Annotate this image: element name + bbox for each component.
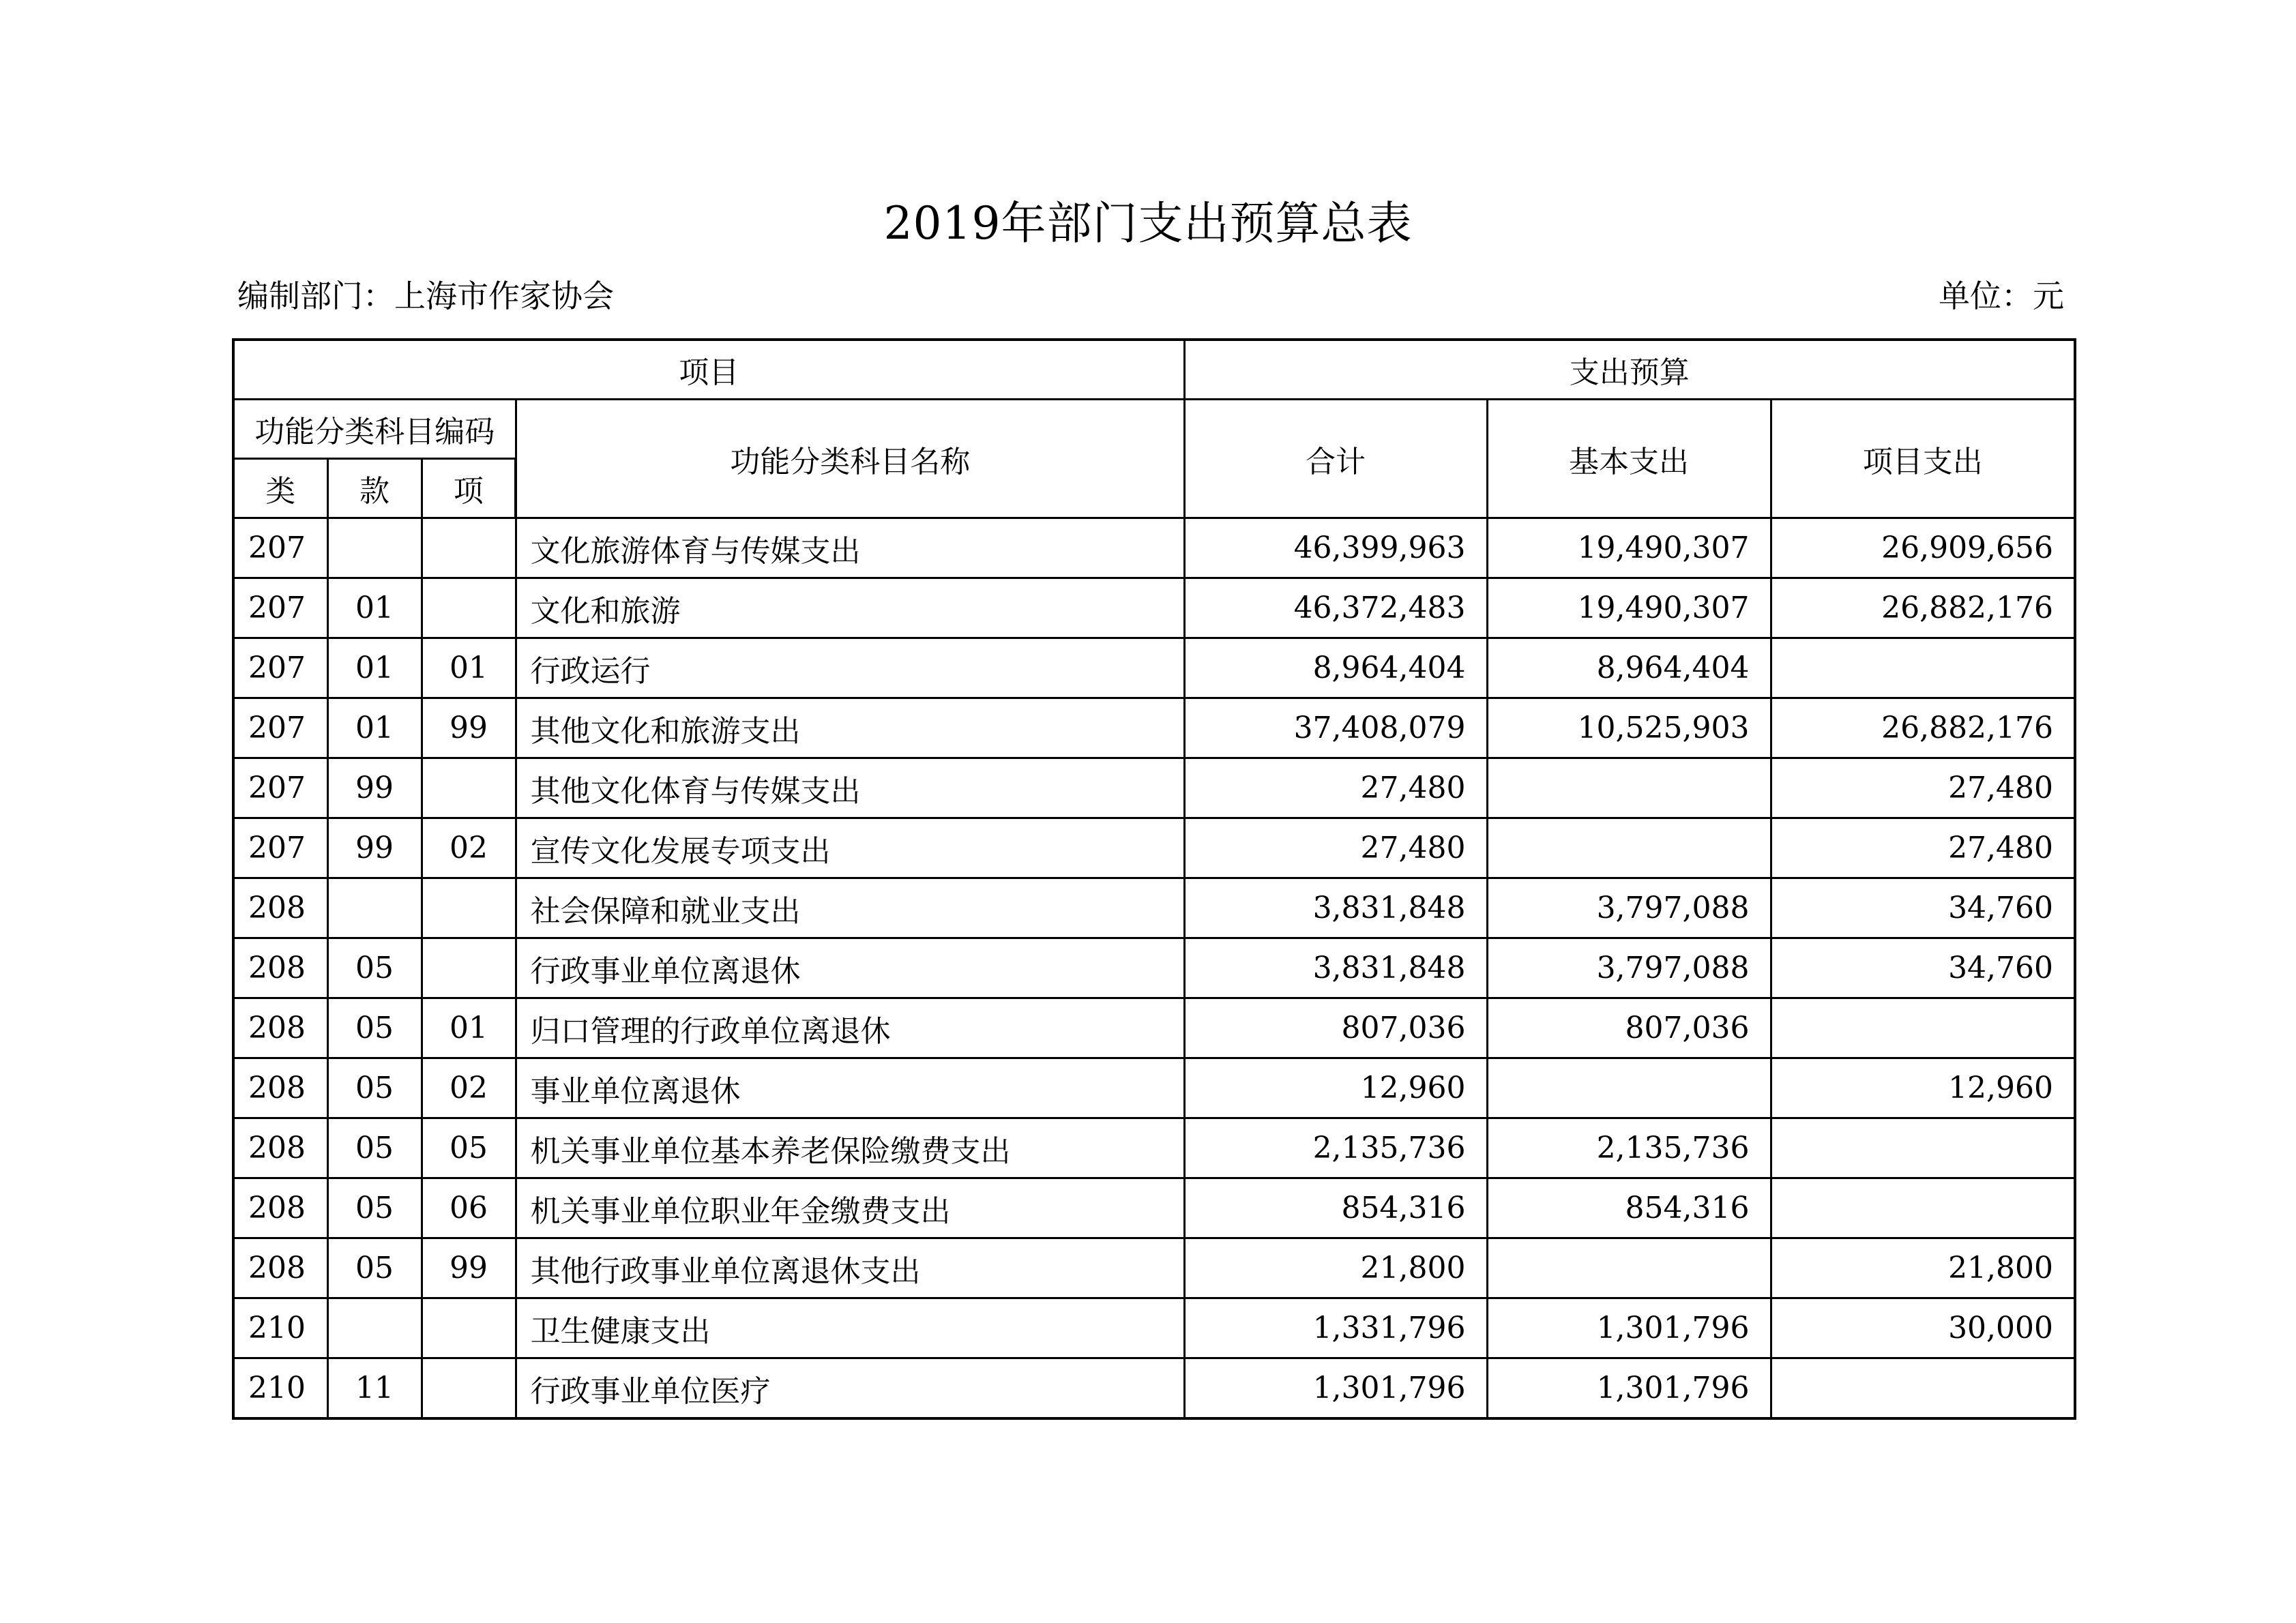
table-row — [233, 998, 2075, 1058]
cell-name: 宣传文化发展专项支出 — [516, 818, 1184, 878]
cell-project-exp: 26,909,656 — [1771, 518, 2075, 578]
cell-xiang: 05 — [422, 1118, 516, 1178]
table-row — [233, 578, 2075, 638]
cell-project-exp: 34,760 — [1771, 878, 2075, 938]
cell-kuan: 05 — [327, 1238, 422, 1298]
header-project-exp: 项目支出 — [1771, 400, 2075, 518]
cell-lei: 208 — [233, 1118, 327, 1178]
header-budget: 支出预算 — [1184, 340, 2075, 400]
cell-basic: 1,301,796 — [1487, 1358, 1771, 1419]
cell-kuan: 05 — [327, 938, 422, 998]
cell-total: 8,964,404 — [1184, 638, 1487, 698]
cell-project-exp: 26,882,176 — [1771, 578, 2075, 638]
table-row — [233, 818, 2075, 878]
table-row — [233, 938, 2075, 998]
cell-total: 2,135,736 — [1184, 1118, 1487, 1178]
cell-name: 社会保障和就业支出 — [516, 878, 1184, 938]
cell-lei: 207 — [233, 698, 327, 758]
header-kuan: 款 — [327, 459, 422, 518]
cell-xiang — [422, 758, 516, 818]
table-row — [233, 698, 2075, 758]
cell-kuan: 05 — [327, 1118, 422, 1178]
cell-xiang — [422, 1358, 516, 1419]
cell-total: 1,331,796 — [1184, 1298, 1487, 1358]
header-xiang: 项 — [422, 459, 516, 518]
header-lei: 类 — [233, 459, 327, 518]
cell-total: 12,960 — [1184, 1058, 1487, 1118]
cell-kuan: 11 — [327, 1358, 422, 1419]
cell-project-exp — [1771, 998, 2075, 1058]
table-row — [233, 518, 2075, 578]
cell-lei: 207 — [233, 578, 327, 638]
cell-name: 文化和旅游 — [516, 578, 1184, 638]
cell-total: 3,831,848 — [1184, 878, 1487, 938]
cell-xiang: 01 — [422, 638, 516, 698]
cell-lei: 208 — [233, 1058, 327, 1118]
cell-lei: 207 — [233, 638, 327, 698]
cell-total: 3,831,848 — [1184, 938, 1487, 998]
cell-lei: 208 — [233, 998, 327, 1058]
cell-name: 机关事业单位职业年金缴费支出 — [516, 1178, 1184, 1238]
cell-lei: 208 — [233, 878, 327, 938]
unit-label: 单位：元 — [1939, 278, 2064, 314]
table-row — [233, 1358, 2075, 1419]
cell-kuan: 01 — [327, 638, 422, 698]
cell-lei: 208 — [233, 1178, 327, 1238]
cell-kuan: 01 — [327, 578, 422, 638]
cell-xiang: 01 — [422, 998, 516, 1058]
cell-basic: 1,301,796 — [1487, 1298, 1771, 1358]
cell-project-exp: 21,800 — [1771, 1238, 2075, 1298]
cell-project-exp: 34,760 — [1771, 938, 2075, 998]
cell-lei: 207 — [233, 818, 327, 878]
cell-total: 27,480 — [1184, 818, 1487, 878]
cell-kuan — [327, 878, 422, 938]
cell-name: 行政事业单位医疗 — [516, 1358, 1184, 1419]
cell-xiang: 99 — [422, 1238, 516, 1298]
cell-kuan: 05 — [327, 1178, 422, 1238]
cell-basic: 8,964,404 — [1487, 638, 1771, 698]
cell-basic — [1487, 1238, 1771, 1298]
header-name: 功能分类科目名称 — [516, 400, 1184, 518]
cell-lei: 208 — [233, 1238, 327, 1298]
cell-kuan: 99 — [327, 818, 422, 878]
cell-name: 卫生健康支出 — [516, 1298, 1184, 1358]
cell-name: 其他行政事业单位离退休支出 — [516, 1238, 1184, 1298]
cell-xiang — [422, 578, 516, 638]
cell-xiang — [422, 938, 516, 998]
cell-name: 行政运行 — [516, 638, 1184, 698]
table-row — [233, 878, 2075, 938]
cell-basic — [1487, 758, 1771, 818]
table-row — [233, 638, 2075, 698]
header-basic: 基本支出 — [1487, 400, 1771, 518]
cell-xiang: 99 — [422, 698, 516, 758]
cell-basic — [1487, 818, 1771, 878]
cell-project-exp — [1771, 1358, 2075, 1419]
cell-total: 46,372,483 — [1184, 578, 1487, 638]
cell-total: 27,480 — [1184, 758, 1487, 818]
budget-table — [232, 338, 2076, 1420]
cell-total: 46,399,963 — [1184, 518, 1487, 578]
cell-lei: 207 — [233, 758, 327, 818]
cell-basic: 19,490,307 — [1487, 518, 1771, 578]
cell-project-exp: 12,960 — [1771, 1058, 2075, 1118]
cell-lei: 210 — [233, 1298, 327, 1358]
cell-xiang: 02 — [422, 1058, 516, 1118]
table-row — [233, 1118, 2075, 1178]
cell-project-exp: 30,000 — [1771, 1298, 2075, 1358]
cell-basic: 854,316 — [1487, 1178, 1771, 1238]
cell-total: 854,316 — [1184, 1178, 1487, 1238]
cell-xiang: 06 — [422, 1178, 516, 1238]
cell-project-exp: 27,480 — [1771, 758, 2075, 818]
cell-name: 其他文化和旅游支出 — [516, 698, 1184, 758]
cell-name: 机关事业单位基本养老保险缴费支出 — [516, 1118, 1184, 1178]
cell-name: 其他文化体育与传媒支出 — [516, 758, 1184, 818]
cell-kuan: 05 — [327, 1058, 422, 1118]
cell-xiang — [422, 878, 516, 938]
header-row-1 — [233, 340, 2075, 400]
cell-project-exp — [1771, 1118, 2075, 1178]
cell-project-exp — [1771, 1178, 2075, 1238]
header-row-2 — [233, 400, 2075, 459]
cell-project-exp: 26,882,176 — [1771, 698, 2075, 758]
cell-name: 事业单位离退休 — [516, 1058, 1184, 1118]
cell-kuan — [327, 518, 422, 578]
cell-basic: 2,135,736 — [1487, 1118, 1771, 1178]
cell-project-exp: 27,480 — [1771, 818, 2075, 878]
cell-name: 归口管理的行政单位离退休 — [516, 998, 1184, 1058]
header-project: 项目 — [233, 340, 1184, 400]
cell-name: 文化旅游体育与传媒支出 — [516, 518, 1184, 578]
table-row — [233, 1178, 2075, 1238]
cell-kuan: 01 — [327, 698, 422, 758]
cell-name: 行政事业单位离退休 — [516, 938, 1184, 998]
cell-total: 37,408,079 — [1184, 698, 1487, 758]
table-row — [233, 1238, 2075, 1298]
cell-xiang: 02 — [422, 818, 516, 878]
table-row — [233, 758, 2075, 818]
cell-basic — [1487, 1058, 1771, 1118]
cell-basic: 807,036 — [1487, 998, 1771, 1058]
cell-basic: 10,525,903 — [1487, 698, 1771, 758]
cell-kuan: 99 — [327, 758, 422, 818]
cell-lei: 210 — [233, 1358, 327, 1419]
cell-total: 21,800 — [1184, 1238, 1487, 1298]
cell-total: 1,301,796 — [1184, 1358, 1487, 1419]
cell-lei: 207 — [233, 518, 327, 578]
header-total: 合计 — [1184, 400, 1487, 518]
cell-xiang — [422, 1298, 516, 1358]
table-row — [233, 1058, 2075, 1118]
cell-kuan — [327, 1298, 422, 1358]
cell-total: 807,036 — [1184, 998, 1487, 1058]
cell-basic: 3,797,088 — [1487, 878, 1771, 938]
page-title: 2019年部门支出预算总表 — [883, 197, 1413, 250]
cell-xiang — [422, 518, 516, 578]
cell-basic: 3,797,088 — [1487, 938, 1771, 998]
cell-kuan: 05 — [327, 998, 422, 1058]
org-label: 编制部门：上海市作家协会 — [237, 278, 614, 314]
header-code-group: 功能分类科目编码 — [233, 400, 516, 459]
cell-lei: 208 — [233, 938, 327, 998]
cell-basic: 19,490,307 — [1487, 578, 1771, 638]
cell-project-exp — [1771, 638, 2075, 698]
table-row — [233, 1298, 2075, 1358]
